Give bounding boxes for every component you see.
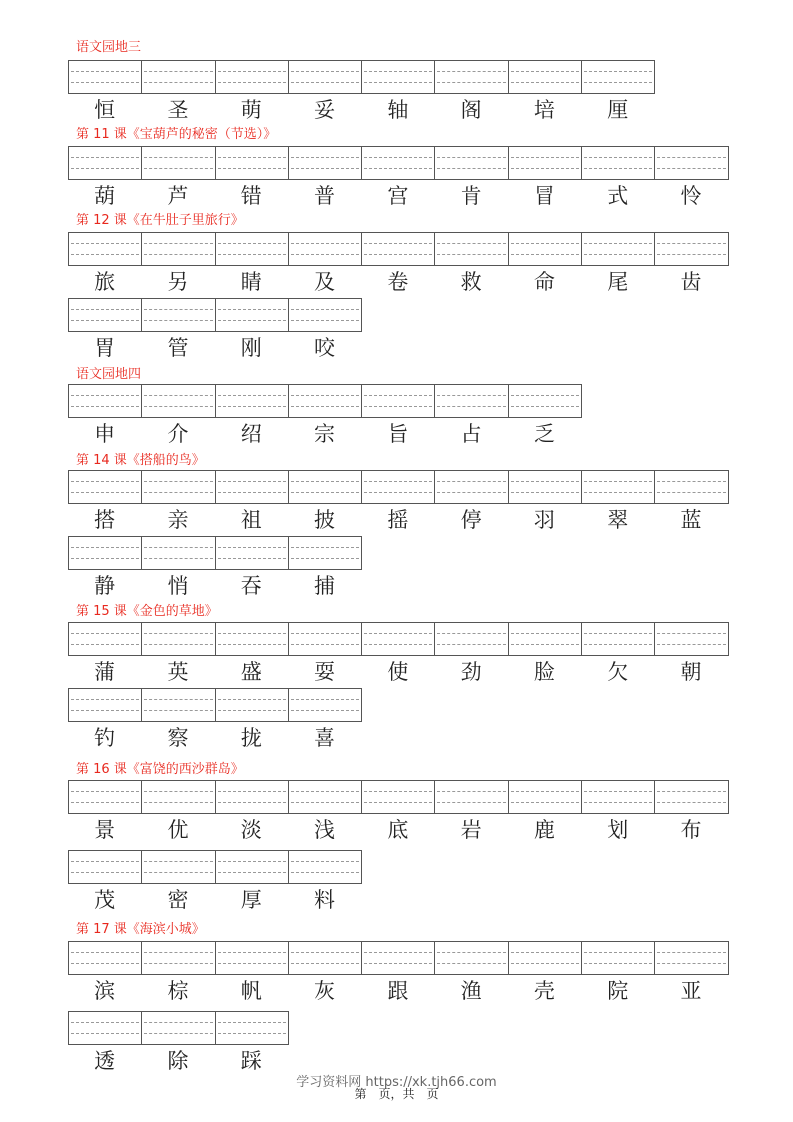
vocabulary-character: 淡: [240, 818, 262, 842]
vocabulary-character: 透: [94, 1049, 116, 1073]
writing-cell: [142, 537, 215, 569]
vocabulary-character: 踩: [240, 1049, 262, 1073]
vocabulary-character: 搭: [94, 508, 116, 532]
lesson-heading: 语文园地四: [76, 367, 142, 382]
vocabulary-character: 亚: [680, 979, 702, 1003]
vocabulary-character: 齿: [680, 270, 702, 294]
writing-cell: [216, 689, 289, 721]
writing-cell: [509, 385, 582, 417]
writing-cell: [435, 942, 508, 974]
vocabulary-character: 葫: [94, 184, 116, 208]
writing-grid-row: [68, 146, 729, 180]
vocabulary-character: 除: [167, 1049, 189, 1073]
vocabulary-character: 院: [607, 979, 629, 1003]
writing-cell: [362, 781, 435, 813]
lesson-heading: 第 16 课《富饶的西沙群岛》: [76, 762, 244, 777]
vocabulary-character: 跟: [387, 979, 409, 1003]
writing-cell: [216, 233, 289, 265]
vocabulary-character: 蓝: [680, 508, 702, 532]
writing-cell: [216, 851, 289, 883]
vocabulary-character: 捕: [314, 574, 336, 598]
writing-cell: [362, 233, 435, 265]
footer-page-number: 第 页，共 页: [354, 1087, 439, 1101]
writing-cell: [655, 623, 728, 655]
writing-cell: [362, 471, 435, 503]
writing-cell: [142, 689, 215, 721]
writing-cell: [69, 147, 142, 179]
writing-cell: [69, 851, 142, 883]
vocabulary-character: 冒: [533, 184, 555, 208]
vocabulary-character: 管: [167, 336, 189, 360]
vocabulary-character: 摇: [387, 508, 409, 532]
writing-cell: [582, 61, 655, 93]
writing-cell: [69, 537, 142, 569]
vocabulary-character: 帆: [240, 979, 262, 1003]
writing-cell: [216, 147, 289, 179]
writing-cell: [655, 147, 728, 179]
writing-cell: [216, 537, 289, 569]
vocabulary-character: 蒲: [94, 660, 116, 684]
writing-cell: [142, 781, 215, 813]
vocabulary-character: 肯: [460, 184, 482, 208]
lesson-heading: 第 12 课《在牛肚子里旅行》: [76, 213, 244, 228]
vocabulary-character: 景: [94, 818, 116, 842]
character-row: [68, 978, 728, 1004]
lesson-heading: 第 14 课《搭船的鸟》: [76, 453, 205, 468]
vocabulary-character: 厚: [240, 888, 262, 912]
writing-cell: [289, 233, 362, 265]
footer-site-url: 学习资料网 https://xk.tjh66.com: [296, 1075, 497, 1090]
vocabulary-character: 萌: [240, 98, 262, 122]
vocabulary-character: 料: [314, 888, 336, 912]
writing-cell: [655, 471, 728, 503]
character-row: [68, 421, 581, 447]
writing-cell: [289, 781, 362, 813]
writing-cell: [216, 1012, 289, 1044]
vocabulary-character: 密: [167, 888, 189, 912]
writing-grid-row: [68, 622, 729, 656]
writing-cell: [435, 233, 508, 265]
vocabulary-character: 脸: [533, 660, 555, 684]
vocabulary-character: 岩: [460, 818, 482, 842]
vocabulary-character: 咬: [314, 336, 336, 360]
vocabulary-character: 悄: [167, 574, 189, 598]
writing-grid-row: [68, 941, 729, 975]
vocabulary-character: 另: [167, 270, 189, 294]
writing-cell: [216, 942, 289, 974]
vocabulary-character: 轴: [387, 98, 409, 122]
vocabulary-character: 亲: [167, 508, 189, 532]
writing-cell: [216, 385, 289, 417]
writing-cell: [289, 689, 362, 721]
vocabulary-character: 使: [387, 660, 409, 684]
vocabulary-character: 宫: [387, 184, 409, 208]
vocabulary-character: 茂: [94, 888, 116, 912]
writing-cell: [216, 623, 289, 655]
writing-cell: [509, 471, 582, 503]
vocabulary-character: 申: [94, 422, 116, 446]
writing-cell: [362, 623, 435, 655]
character-row: [68, 659, 728, 685]
vocabulary-character: 披: [314, 508, 336, 532]
writing-cell: [289, 61, 362, 93]
vocabulary-character: 介: [167, 422, 189, 446]
writing-cell: [582, 147, 655, 179]
writing-cell: [509, 147, 582, 179]
writing-cell: [582, 471, 655, 503]
vocabulary-character: 阁: [460, 98, 482, 122]
character-row: [68, 269, 728, 295]
vocabulary-character: 卷: [387, 270, 409, 294]
writing-cell: [582, 623, 655, 655]
writing-cell: [69, 471, 142, 503]
writing-cell: [289, 147, 362, 179]
vocabulary-character: 式: [607, 184, 629, 208]
writing-cell: [582, 942, 655, 974]
writing-cell: [362, 385, 435, 417]
lesson-heading: 第 17 课《海滨小城》: [76, 922, 205, 937]
writing-cell: [142, 851, 215, 883]
writing-cell: [142, 299, 215, 331]
vocabulary-character: 厘: [607, 98, 629, 122]
vocabulary-character: 刚: [240, 336, 262, 360]
writing-cell: [655, 233, 728, 265]
writing-cell: [289, 942, 362, 974]
writing-cell: [69, 299, 142, 331]
writing-cell: [142, 1012, 215, 1044]
vocabulary-character: 停: [460, 508, 482, 532]
writing-grid-row: [68, 298, 362, 332]
vocabulary-character: 吞: [240, 574, 262, 598]
vocabulary-character: 绍: [240, 422, 262, 446]
vocabulary-character: 耍: [314, 660, 336, 684]
writing-grid-row: [68, 384, 582, 418]
vocabulary-character: 划: [607, 818, 629, 842]
writing-cell: [216, 299, 289, 331]
writing-cell: [289, 299, 362, 331]
vocabulary-character: 祖: [240, 508, 262, 532]
writing-cell: [435, 147, 508, 179]
writing-cell: [509, 233, 582, 265]
vocabulary-character: 英: [167, 660, 189, 684]
vocabulary-character: 盛: [240, 660, 262, 684]
vocabulary-character: 胃: [94, 336, 116, 360]
lesson-heading: 语文园地三: [76, 40, 142, 55]
writing-cell: [142, 385, 215, 417]
vocabulary-character: 旅: [94, 270, 116, 294]
vocabulary-character: 睛: [240, 270, 262, 294]
writing-cell: [69, 1012, 142, 1044]
writing-cell: [289, 851, 362, 883]
vocabulary-character: 浅: [314, 818, 336, 842]
vocabulary-character: 救: [460, 270, 482, 294]
writing-grid-row: [68, 780, 729, 814]
vocabulary-character: 尾: [607, 270, 629, 294]
vocabulary-character: 钓: [94, 726, 116, 750]
vocabulary-character: 渔: [460, 979, 482, 1003]
writing-cell: [435, 623, 508, 655]
writing-cell: [142, 61, 215, 93]
writing-cell: [69, 623, 142, 655]
vocabulary-character: 宗: [314, 422, 336, 446]
vocabulary-character: 劲: [460, 660, 482, 684]
writing-grid-row: [68, 688, 362, 722]
writing-cell: [362, 147, 435, 179]
writing-grid-row: [68, 536, 362, 570]
writing-cell: [142, 942, 215, 974]
writing-cell: [582, 781, 655, 813]
writing-cell: [69, 689, 142, 721]
vocabulary-character: 壳: [533, 979, 555, 1003]
writing-grid-row: [68, 470, 729, 504]
writing-cell: [435, 781, 508, 813]
writing-cell: [142, 623, 215, 655]
character-row: [68, 573, 361, 599]
writing-cell: [289, 385, 362, 417]
writing-cell: [289, 537, 362, 569]
writing-cell: [69, 781, 142, 813]
vocabulary-character: 乏: [533, 422, 555, 446]
character-row: [68, 507, 728, 533]
vocabulary-character: 静: [94, 574, 116, 598]
writing-cell: [362, 942, 435, 974]
vocabulary-character: 喜: [314, 726, 336, 750]
vocabulary-character: 底: [387, 818, 409, 842]
writing-cell: [435, 471, 508, 503]
vocabulary-character: 拢: [240, 726, 262, 750]
vocabulary-character: 欠: [607, 660, 629, 684]
character-row: [68, 335, 361, 361]
vocabulary-character: 普: [314, 184, 336, 208]
writing-cell: [509, 61, 582, 93]
vocabulary-character: 妥: [314, 98, 336, 122]
writing-cell: [69, 385, 142, 417]
lesson-heading: 第 11 课《宝葫芦的秘密（节选）》: [76, 127, 277, 142]
character-row: [68, 97, 654, 123]
vocabulary-character: 错: [240, 184, 262, 208]
writing-cell: [362, 61, 435, 93]
vocabulary-character: 棕: [167, 979, 189, 1003]
writing-cell: [142, 471, 215, 503]
vocabulary-character: 滨: [94, 979, 116, 1003]
vocabulary-character: 羽: [533, 508, 555, 532]
vocabulary-character: 芦: [167, 184, 189, 208]
writing-cell: [435, 61, 508, 93]
writing-cell: [69, 942, 142, 974]
writing-cell: [216, 781, 289, 813]
vocabulary-character: 优: [167, 818, 189, 842]
vocabulary-character: 鹿: [533, 818, 555, 842]
writing-grid-row: [68, 1011, 289, 1045]
vocabulary-character: 察: [167, 726, 189, 750]
vocabulary-character: 占: [460, 422, 482, 446]
writing-grid-row: [68, 850, 362, 884]
writing-cell: [69, 61, 142, 93]
vocabulary-character: 培: [533, 98, 555, 122]
character-row: [68, 183, 728, 209]
writing-cell: [216, 471, 289, 503]
vocabulary-character: 翠: [607, 508, 629, 532]
writing-cell: [289, 471, 362, 503]
lesson-heading: 第 15 课《金色的草地》: [76, 604, 218, 619]
writing-cell: [69, 233, 142, 265]
writing-cell: [216, 61, 289, 93]
writing-cell: [509, 623, 582, 655]
writing-cell: [289, 623, 362, 655]
writing-grid-row: [68, 232, 729, 266]
writing-grid-row: [68, 60, 655, 94]
writing-cell: [435, 385, 508, 417]
character-row: [68, 725, 361, 751]
vocabulary-character: 恒: [94, 98, 116, 122]
vocabulary-character: 圣: [167, 98, 189, 122]
character-row: [68, 887, 361, 913]
writing-cell: [582, 233, 655, 265]
writing-cell: [655, 942, 728, 974]
character-row: [68, 817, 728, 843]
vocabulary-character: 朝: [680, 660, 702, 684]
vocabulary-character: 布: [680, 818, 702, 842]
writing-cell: [655, 781, 728, 813]
writing-cell: [509, 781, 582, 813]
vocabulary-character: 怜: [680, 184, 702, 208]
vocabulary-character: 及: [314, 270, 336, 294]
writing-cell: [142, 147, 215, 179]
vocabulary-character: 命: [533, 270, 555, 294]
vocabulary-character: 灰: [314, 979, 336, 1003]
vocabulary-character: 旨: [387, 422, 409, 446]
writing-cell: [142, 233, 215, 265]
writing-cell: [509, 942, 582, 974]
